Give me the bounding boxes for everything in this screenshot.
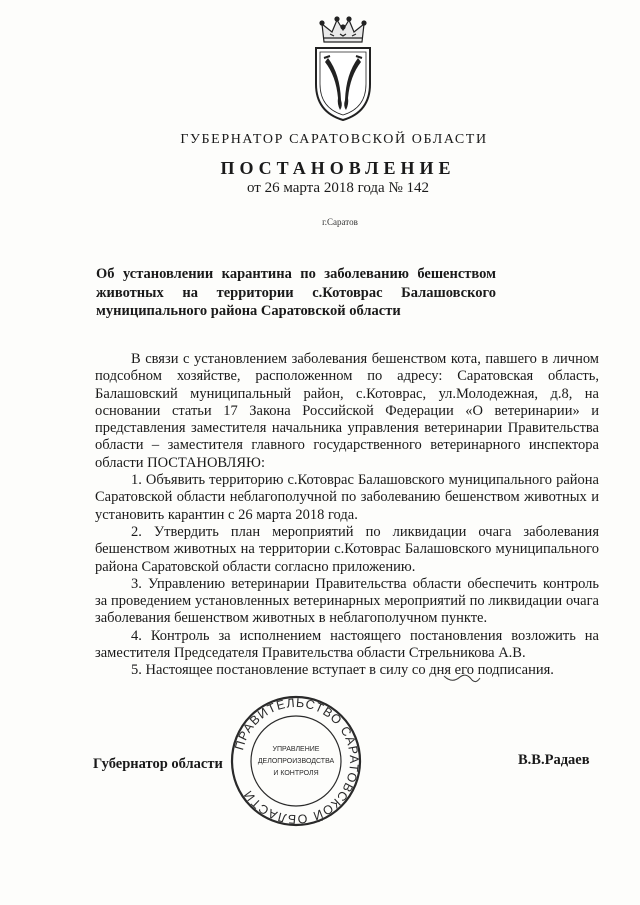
document-date-number: от 26 марта 2018 года № 142 bbox=[246, 180, 430, 196]
preamble-paragraph: В связи с установлением заболевания бешенством кота, павшего в личном подсобном хозяйстве, расположенном по адресу: Саратовская область, Балашовский муниципальный район, с.Котоврас, ул.Молодежная, д.8, на основании статьи 17 Закона Российской Федерации «О ветеринарии» и представления заместителя начальника управления ветеринарии Правительства области – заместителя главного государственного ветеринарного инспектора области ПОСТАНОВЛЯЮ: bbox=[95, 351, 599, 471]
stamp-inner-line-1: УПРАВЛЕНИЕ bbox=[272, 746, 320, 753]
stamp-inner-line-3: И КОНТРОЛЯ bbox=[273, 770, 319, 777]
clause-2: 2. Утвердить план мероприятий по ликвидации очага заболевания бешенством животных на территории с.Котоврас Балашовского муниципального района Саратовской области согласно приложению. bbox=[95, 523, 599, 575]
document-city: г.Саратов bbox=[322, 217, 358, 227]
document-type: ПОСТАНОВЛЕНИЕ bbox=[220, 158, 456, 178]
stamp-outer-text: ПРАВИТЕЛЬСТВО САРАТОВСКОЙ ОБЛАСТИ bbox=[232, 695, 362, 827]
handwritten-mark-icon bbox=[442, 672, 482, 686]
signatory-position: Губернатор области bbox=[93, 756, 223, 772]
issuing-authority: ГУБЕРНАТОР САРАТОВСКОЙ ОБЛАСТИ bbox=[180, 132, 488, 147]
clause-1: 1. Объявить территорию с.Котоврас Балашовского муниципального района Саратовской области неблагополучной по заболеванию бешенством животных и установить карантин с 26 марта 2018 года. bbox=[95, 472, 599, 523]
document-body bbox=[95, 351, 599, 680]
clause-4: 4. Контроль за исполнением настоящего постановления возложить на заместителя Председателя Правительства области Стрельникова А.В. bbox=[95, 627, 599, 662]
stamp-inner-line-2: ДЕЛОПРОИЗВОДСТВА bbox=[257, 758, 335, 765]
signatory-name: В.В.Радаев bbox=[518, 752, 590, 768]
clause-3: 3. Управлению ветеринарии Правительства области обеспечить контроль за проведением установленных ветеринарных мероприятий по ликвидации очага заболевания бешенством животных в неблагополучном пункте. bbox=[95, 575, 599, 627]
clause-5: 5. Настоящее постановление вступает в силу со дня его подписания. bbox=[131, 662, 554, 679]
coat-of-arms-icon bbox=[310, 14, 376, 124]
official-stamp-icon bbox=[228, 693, 364, 829]
document-subject: Об установлении карантина по заболеванию бешенством животных на территории с.Котоврас Балашовского муниципального района Саратовской области bbox=[96, 266, 496, 319]
